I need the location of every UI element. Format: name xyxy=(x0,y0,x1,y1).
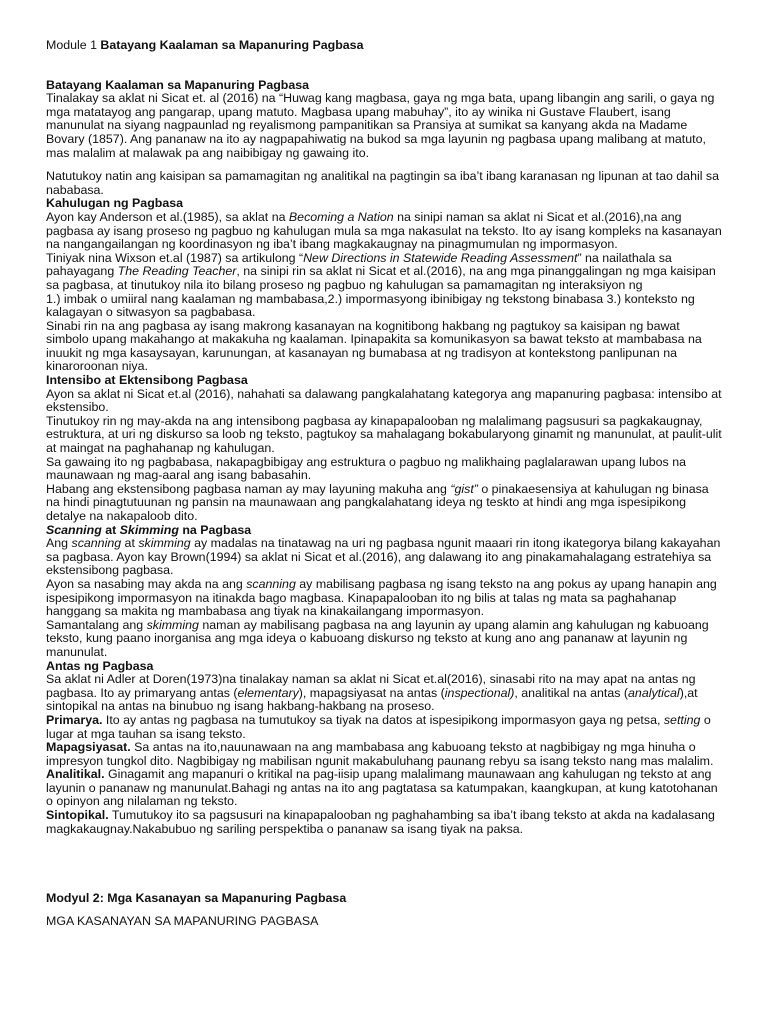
text-span: ay mabilisang pagbasa ng isang teksto na ang pokus ay upang hanapin ang ispesipikong impormasyon na itinakda bago magbasa. Kinapapalooban ito ng bilis at talas ng mata sa paghahanap hanggang sa makita ng mambabasa ang tiyak na kinakailangang impormasyon. xyxy=(46,576,717,619)
section-heading: Batayang Kaalaman sa Mapanuring Pagbasa xyxy=(46,77,310,92)
module-1-title xyxy=(46,39,722,53)
scanning-term: Scanning xyxy=(46,522,102,537)
text-span: o pinakaesensiya at kahulugan ng binasa na hindi pinagtutuunan ng pansin na maunawaan ang pangkalahatang ideya ng teskto at hindi ang mga ispesipikong detalye na nakapaloob dito. xyxy=(46,481,709,523)
scanning-paragraph-1 xyxy=(46,537,722,578)
antas-primarya xyxy=(46,714,722,741)
text-span: Sa aklat ni Adler at Doren(1973)na tinalakay naman sa aklat ni Sicat et.al(2016), sinasabi rito na may apat na antas ng pagbasa. Ito ay primaryang antas ( xyxy=(46,672,696,700)
scanning-heading xyxy=(46,524,722,538)
text-span: at xyxy=(121,536,139,551)
antas-analitikal xyxy=(46,768,722,809)
inspectional-term: inspectional) xyxy=(444,685,515,700)
antas-sintopikal xyxy=(46,809,722,836)
intro-paragraph-2: Natutukoy natin ang kaisipan sa pamamagitan ng analitikal na pagtingin sa iba’t ibang karanasan ng lipunan at tao dahil sa nababasa. xyxy=(46,169,719,197)
text-span: Habang ang ekstensibong pagbasa naman ay may layuning makuha ang xyxy=(46,481,451,496)
text-span: na Pagbasa xyxy=(178,522,252,537)
intensibo-heading: Intensibo at Ektensibong Pagbasa xyxy=(46,373,248,388)
text-span: ),at sintopikal na antas na binubuo ng isang hakbang-hakbang na proseso. xyxy=(46,685,698,714)
module-2-subheading: MGA KASANAYAN SA MAPANURING PAGBASA xyxy=(46,913,319,928)
mapagsiyasat-label: Mapagsiyasat. xyxy=(46,740,131,755)
text-span: Samantalang ang xyxy=(46,617,147,632)
text-span: Ginagamit ang mapanuri o kritikal na pag-iisip upang malalimang maunawaan ang kahulugan ng teksto at ang layunin o pananaw ng manunulat.Bahagi ng antas na ito ang pagtatasa sa katumpakan, kaangkupan, at kung katotohanan o opinyon ang nilalaman ng teksto. xyxy=(46,767,718,809)
skimming-term: skimming xyxy=(146,617,199,632)
text-span: at xyxy=(101,522,120,537)
module-2-heading: Modyul 2: Mga Kasanayan sa Mapanuring Pagbasa xyxy=(46,891,347,906)
text-span: ” na nailathala sa pahayagang xyxy=(46,250,672,279)
kahulugan-paragraph-1 xyxy=(46,211,722,252)
text-span: Ayon kay Anderson et al.(1985), sa aklat na xyxy=(46,209,289,224)
book-title: Becoming a Nation xyxy=(288,209,394,224)
sintopikal-label: Sintopikal. xyxy=(46,808,109,823)
kahulugan-paragraph-3: Sinabi rin na ang pagbasa ay isang makrong kasanayan na kognitibong hakbang ng pagtukoy sa kaisipan ng bawat simbolo upang makahango at makakuha ng kaalaman. Ipinapakita sa komunikasyon sa bawat teksto at mambabasa na inuukit ng mga kasaysayan, karunungan, at kasanayan ng bumabasa at ng tradisyon at kontekstong panlipunan na kinaroroonan niya. xyxy=(46,318,702,374)
skimming-term: skimming xyxy=(138,536,191,551)
kahulugan-heading: Kahulugan ng Pagbasa xyxy=(46,196,184,211)
antas-heading: Antas ng Pagbasa xyxy=(46,658,154,673)
text-span: Sa antas na ito,nauunawaan na ang mambabasa ang kabuoang teksto at nagbibigay ng mga hinuha o impresyon tungkol dito. Nagbibigay ng mabilisan ngunit makabuluhang paunang rebyu sa isang teksto nang mas malalim. xyxy=(46,740,714,768)
text-span: ), mapagsiyasat na antas ( xyxy=(298,685,445,700)
module-1-title-text: Batayang Kaalaman sa Mapanuring Pagbasa xyxy=(100,38,364,52)
analytical-term: analytical xyxy=(628,685,680,700)
analitikal-label: Analitikal. xyxy=(46,767,105,782)
kahulugan-paragraph-2-list: 1.) imbak o umiiral nang kaalaman ng mambabasa,2.) impormasyong ibinibigay ng tekstong binabasa 3.) konteksto ng kalagayan o sitwasyon sa pagbabasa. xyxy=(46,291,695,320)
text-span: na sinipi naman sa aklat ni Sicat et al.(2016),na ang pagbasa ay isang proseso ng pagbuo ng kahulugan mula sa mga nakasulat na teksto. Ito ay isang kompleks na kasanayan na nangangailangan ng koordinasyon ng iba’t ibang magkakaugnay na pinagmumulan ng impormasyon. xyxy=(46,209,722,252)
text-span: Ang xyxy=(46,536,72,551)
setting-term: setting xyxy=(663,712,701,727)
intensibo-paragraph-1: Ayon sa aklat ni Sicat et.al (2016), nahahati sa dalawang pangkalahatang kategorya ang mapanuring pagbasa: intensibo at ekstensibo. xyxy=(46,386,722,415)
article-title: New Directions in Statewide Reading Assessment xyxy=(303,250,578,265)
intensibo-paragraph-3: Sa gawaing ito ng pagbabasa, nakapagbibigay ang estruktura o pagbuo ng malikhaing paglalarawan upang lubos na maunawaan ng mag-aaral ang isang babasahin. xyxy=(46,454,686,483)
journal-title: The Reading Teacher xyxy=(117,264,237,279)
skimming-term: Skimming xyxy=(119,522,179,537)
antas-paragraph-1 xyxy=(46,673,722,714)
antas-mapagsiyasat xyxy=(46,741,722,768)
intensibo-paragraph-2: Tinutukoy rin ng may-akda na ang intensibong pagbasa ay kinapapalooban ng malalimang pagsusuri sa pagkakaugnay, estruktura, at uri ng diskurso sa loob ng teksto, pagtukoy sa mahalagang bokabularyong ginamit ng manunulat, at paulit-ulit at maingat na paghahanap ng kahulugan. xyxy=(46,413,722,456)
gist-term: “gist” xyxy=(450,481,478,496)
text-span: Ito ay antas ng pagbasa na tumutukoy sa tiyak na datos at ispesipikong impormasyon gaya ng petsa, xyxy=(102,712,664,727)
kahulugan-paragraph-2 xyxy=(46,252,722,293)
text-span: , analitikal na antas ( xyxy=(514,685,629,700)
scanning-term: scanning xyxy=(246,576,296,591)
text-span: Ayon sa nasabing may akda na ang xyxy=(46,576,247,591)
text-span: , na sinipi rin sa aklat ni Sicat et al.(2016), na ang mga pinanggalingan ng mga kaisipan sa pagbasa, at tinutukoy nila ito bilang proseso ng pagbuo ng kahulugan sa pamamagitan ng interaksiyon ng xyxy=(46,264,716,292)
primarya-label: Primarya. xyxy=(46,712,103,727)
text-span: Tumutukoy ito sa pagsusuri na kinapapalooban ng paghahambing sa iba’t ibang teksto at akda na kadalasang magkakaugnay.Nakabubuo ng sariling perspektiba o pananaw sa isang tiyak na paksa. xyxy=(46,808,715,836)
intro-paragraph-1: Tinalakay sa aklat ni Sicat et. al (2016) na “Huwag kang magbasa, gaya ng mga bata, upang libangin ang sarili, o gaya ng mga matatayog ang pangarap, upang matuto. Magbasa upang mabuhay”, ito ay winika ni Gustave Flaubert, isang manunulat na siyang nagpaunlad ng reyalismong pampanitikan sa Pransiya at sumikat sa kanyang akda na Madame Bovary (1857). Ang pananaw na ito ay nagpapahiwatig na bukod sa mga layunin ng pagbasa upang malibang at matuto, mas malalim at malawak pa ang naibibigay ng gawaing ito. xyxy=(46,91,715,160)
module-1-prefix: Module 1 xyxy=(46,38,101,52)
document-body xyxy=(46,39,722,928)
scanning-term: scanning xyxy=(71,536,122,551)
text-span: naman ay mabilisang pagbasa na ang layunin ay upang alamin ang kahulugan ng kabuoang teksto, kung paano inorganisa ang mga ideya o kabuoang diskurso ng teksto at kung ano ang pananaw at layunin ng manunulat. xyxy=(46,617,709,659)
intensibo-paragraph-4 xyxy=(46,483,722,524)
text-span: Tiniyak nina Wixson et.al (1987) sa artikulong “ xyxy=(46,250,304,265)
elementary-term: elementary xyxy=(237,685,299,700)
text-span: o lugar at mga tauhan sa isang teksto. xyxy=(46,712,711,741)
scanning-paragraph-2 xyxy=(46,578,722,619)
text-span: ay madalas na tinatawag na uri ng pagbasa ngunit maaari rin itong ikategorya bilang kakayahan sa pagbasa. Ayon kay Brown(1994) sa aklat ni Sicat et al.(2016), ang dalawang ito ang pinakamahalagang estratehiya sa ekstensibong pagbasa. xyxy=(46,536,721,578)
scanning-paragraph-3 xyxy=(46,619,722,660)
